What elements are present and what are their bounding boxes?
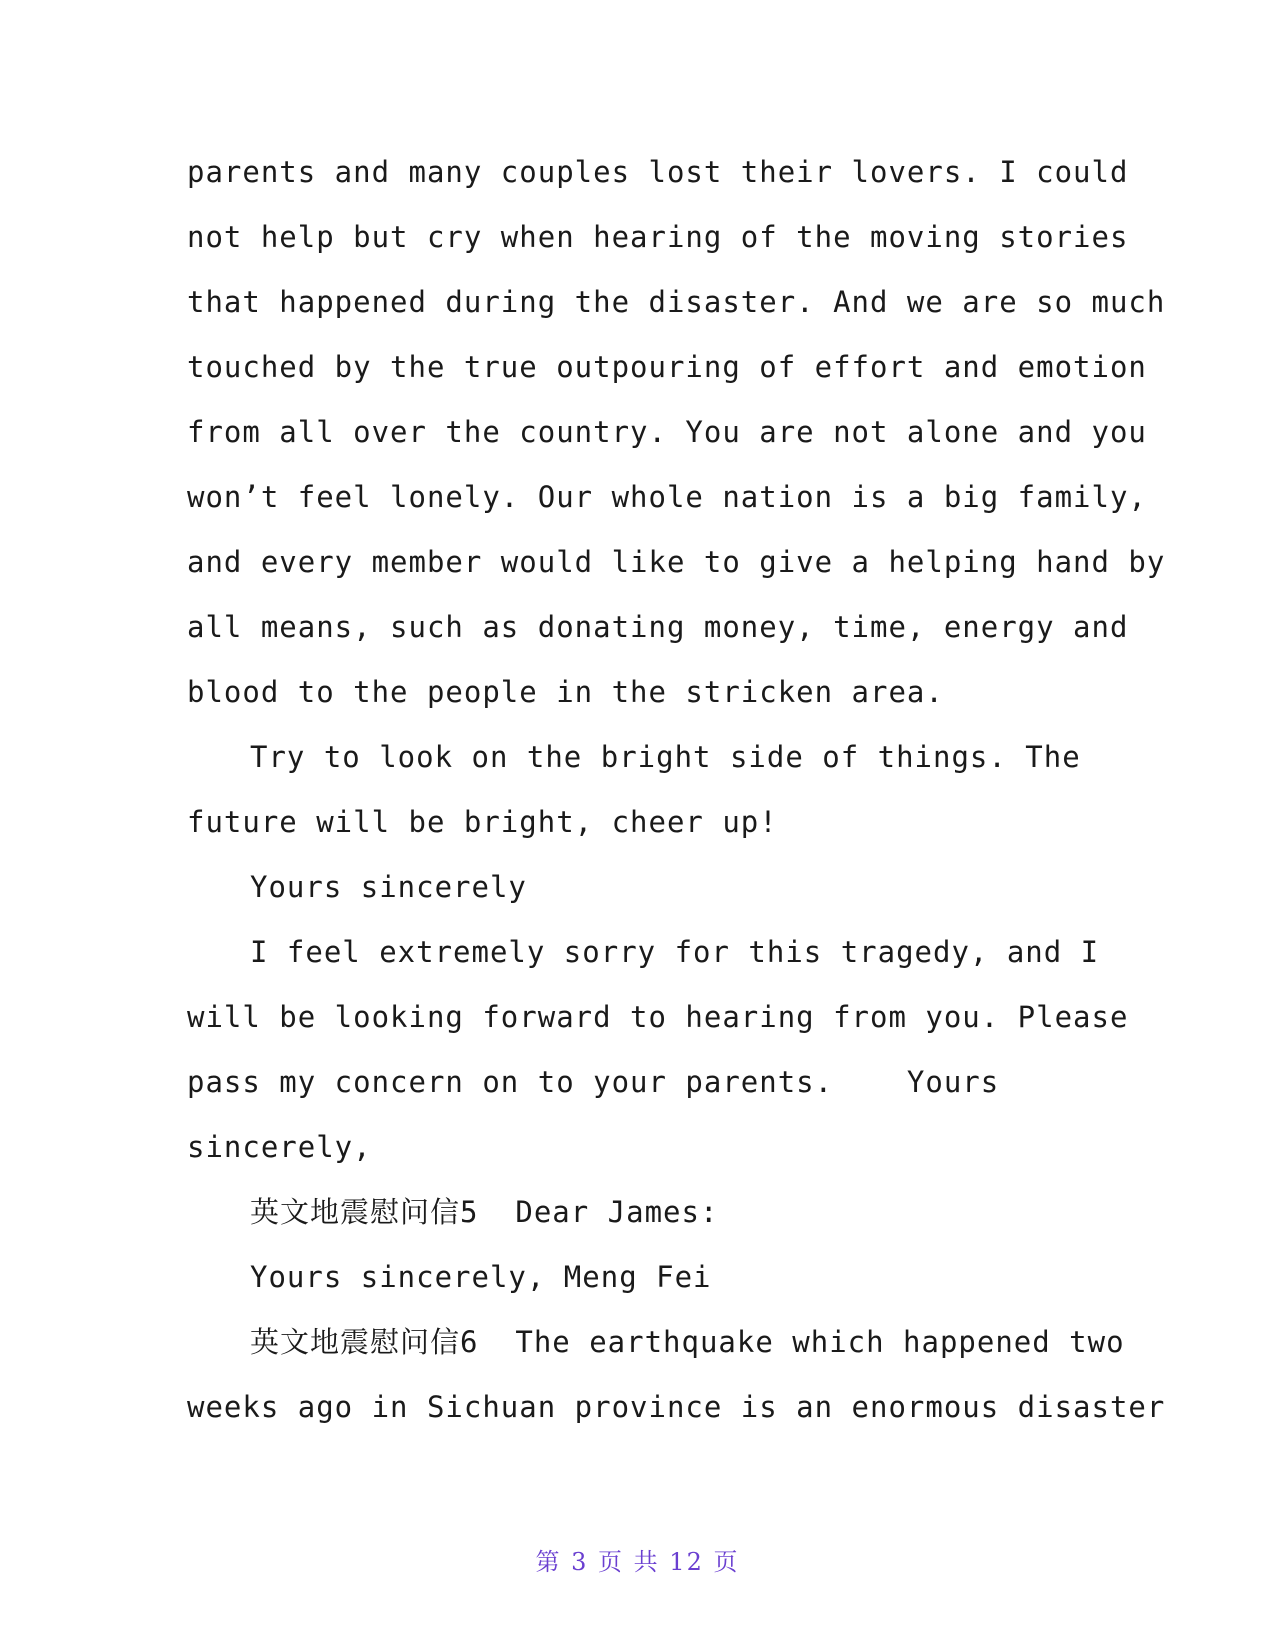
closing-line: Yours sincerely: [250, 870, 527, 904]
text-line: all means, such as donating money, time, energy and: [187, 610, 1129, 644]
text-line: future will be bright, cheer up!: [187, 805, 778, 839]
text-line: touched by the true outpouring of effort and emotion: [187, 350, 1147, 384]
paragraph-start-line: Try to look on the bright side of things. The: [250, 740, 1081, 774]
text-line: pass my concern on to your parents. Yours: [187, 1065, 1000, 1099]
text-line: will be looking forward to hearing from you. Please: [187, 1000, 1129, 1034]
page-footer: 第 3 页 共 12 页: [535, 1548, 740, 1576]
text-line: and every member would like to give a helping hand by: [187, 545, 1166, 579]
text-line: won’t feel lonely. Our whole nation is a big family,: [187, 480, 1147, 514]
text-line: not help but cry when hearing of the moving stories: [187, 220, 1129, 254]
text-line: parents and many couples lost their lovers. I could: [187, 155, 1129, 189]
text-line: from all over the country. You are not alone and you: [187, 415, 1147, 449]
section-heading-line: 英文地震慰问信5 Dear James:: [250, 1195, 719, 1229]
paragraph-start-line: I feel extremely sorry for this tragedy, and I: [250, 935, 1100, 969]
text-line: weeks ago in Sichuan province is an enormous disaster: [187, 1390, 1166, 1424]
text-line: sincerely,: [187, 1130, 372, 1164]
letter-body: [187, 140, 1166, 1440]
closing-line: Yours sincerely, Meng Fei: [250, 1260, 712, 1294]
section-heading-line: 英文地震慰问信6 The earthquake which happened two: [250, 1325, 1125, 1359]
text-line: that happened during the disaster. And we are so much: [187, 285, 1166, 319]
text-line: blood to the people in the stricken area.: [187, 675, 944, 709]
